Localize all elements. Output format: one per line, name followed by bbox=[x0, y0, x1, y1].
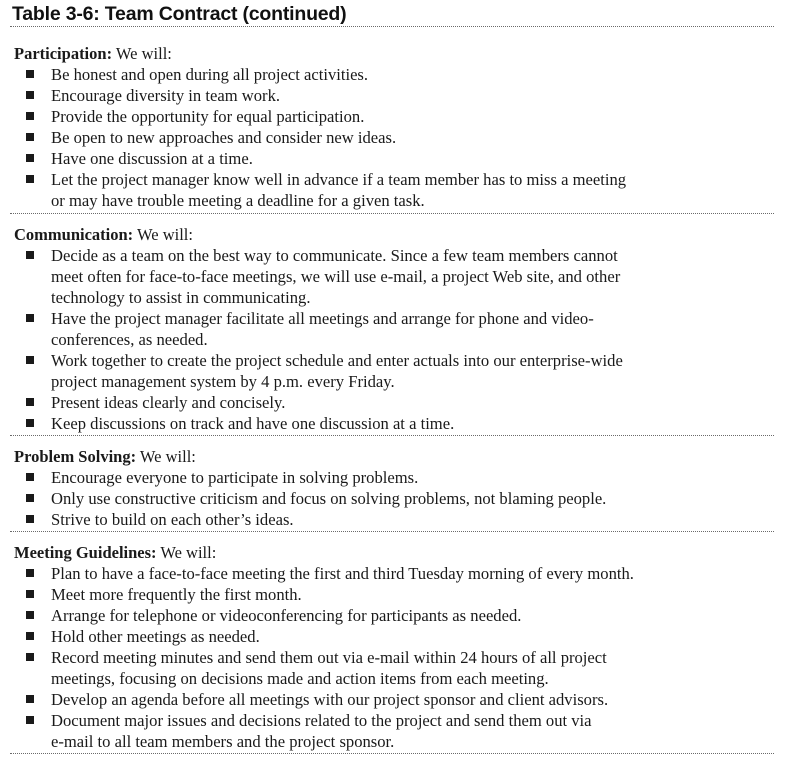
section-heading bbox=[14, 542, 774, 563]
list-item-text-line: Present ideas clearly and concisely. bbox=[51, 393, 286, 412]
list-item bbox=[14, 308, 774, 350]
square-bullet-icon bbox=[26, 632, 34, 640]
section-heading-label: Participation: bbox=[14, 44, 113, 63]
section-heading bbox=[14, 224, 774, 245]
list-item-text-line: meet often for face-to-face meetings, we will use e-mail, a project Web site, and other bbox=[51, 267, 621, 286]
list-item bbox=[14, 64, 774, 85]
square-bullet-icon bbox=[26, 419, 34, 427]
section-divider bbox=[10, 531, 774, 532]
list-item-text-line: Arrange for telephone or videoconferencing for participants as needed. bbox=[51, 606, 522, 625]
square-bullet-icon bbox=[26, 154, 34, 162]
list-item-text-line: Be honest and open during all project activities. bbox=[51, 65, 369, 84]
list-item-text-line: Have the project manager facilitate all meetings and arrange for phone and video- bbox=[51, 309, 594, 328]
square-bullet-icon bbox=[26, 653, 34, 661]
section-heading-intro: We will: bbox=[139, 447, 196, 466]
bullet-list bbox=[14, 64, 774, 211]
section-problem-solving bbox=[14, 446, 774, 530]
section-heading-label: Meeting Guidelines: bbox=[14, 543, 157, 562]
list-item-text-line: Document major issues and decisions related to the project and send them out via bbox=[51, 711, 592, 730]
list-item-text-line: e-mail to all team members and the project sponsor. bbox=[51, 732, 395, 751]
square-bullet-icon bbox=[26, 494, 34, 502]
title-divider bbox=[10, 26, 774, 27]
list-item-text-line: project management system by 4 p.m. every Friday. bbox=[51, 372, 395, 391]
list-item-text-line: or may have trouble meeting a deadline for a given task. bbox=[51, 191, 425, 210]
section-meeting-guidelines bbox=[14, 542, 774, 752]
list-item bbox=[14, 467, 774, 488]
section-heading-intro: We will: bbox=[137, 225, 193, 244]
square-bullet-icon bbox=[26, 695, 34, 703]
square-bullet-icon bbox=[26, 590, 34, 598]
section-divider bbox=[10, 753, 774, 754]
square-bullet-icon bbox=[26, 251, 34, 259]
square-bullet-icon bbox=[26, 175, 34, 183]
list-item-text-line: Only use constructive criticism and focus on solving problems, not blaming people. bbox=[51, 489, 607, 508]
list-item-text-line: Develop an agenda before all meetings with our project sponsor and client advisors. bbox=[51, 690, 609, 709]
list-item bbox=[14, 245, 774, 308]
section-divider bbox=[10, 213, 774, 214]
bullet-list bbox=[14, 245, 774, 434]
list-item bbox=[14, 488, 774, 509]
section-heading bbox=[14, 446, 774, 467]
list-item-text-line: Record meeting minutes and send them out via e-mail within 24 hours of all project bbox=[51, 648, 607, 667]
list-item-text-line: Strive to build on each other’s ideas. bbox=[51, 510, 294, 529]
list-item bbox=[14, 689, 774, 710]
section-participation bbox=[14, 43, 774, 211]
list-item-text-line: Keep discussions on track and have one discussion at a time. bbox=[51, 414, 455, 433]
list-item bbox=[14, 169, 774, 211]
list-item bbox=[14, 647, 774, 689]
list-item-text-line: Encourage everyone to participate in solving problems. bbox=[51, 468, 419, 487]
bullet-list bbox=[14, 563, 774, 752]
list-item bbox=[14, 413, 774, 434]
list-item-text-line: Encourage diversity in team work. bbox=[51, 86, 281, 105]
list-item-text-line: Decide as a team on the best way to communicate. Since a few team members cannot bbox=[51, 246, 618, 265]
list-item bbox=[14, 392, 774, 413]
section-heading-intro: We will: bbox=[160, 543, 217, 562]
square-bullet-icon bbox=[26, 515, 34, 523]
list-item bbox=[14, 148, 774, 169]
square-bullet-icon bbox=[26, 314, 34, 322]
list-item-text-line: Hold other meetings as needed. bbox=[51, 627, 260, 646]
list-item-text-line: technology to assist in communicating. bbox=[51, 288, 311, 307]
list-item-text-line: Provide the opportunity for equal participation. bbox=[51, 107, 365, 126]
list-item-text-line: conferences, as needed. bbox=[51, 330, 208, 349]
list-item bbox=[14, 350, 774, 392]
list-item-text-line: Work together to create the project schedule and enter actuals into our enterprise-wide bbox=[51, 351, 623, 370]
square-bullet-icon bbox=[26, 133, 34, 141]
list-item-text-line: Plan to have a face-to-face meeting the first and third Tuesday morning of every month. bbox=[51, 564, 634, 583]
list-item-text-line: meetings, focusing on decisions made and action items from each meeting. bbox=[51, 669, 549, 688]
bullet-list bbox=[14, 467, 774, 530]
square-bullet-icon bbox=[26, 569, 34, 577]
square-bullet-icon bbox=[26, 398, 34, 406]
square-bullet-icon bbox=[26, 611, 34, 619]
section-communication bbox=[14, 224, 774, 434]
square-bullet-icon bbox=[26, 112, 34, 120]
section-heading bbox=[14, 43, 774, 64]
list-item-text-line: Meet more frequently the first month. bbox=[51, 585, 302, 604]
list-item bbox=[14, 509, 774, 530]
section-heading-intro: We will: bbox=[115, 44, 172, 63]
list-item-text-line: Let the project manager know well in advance if a team member has to miss a meeting bbox=[51, 170, 627, 189]
square-bullet-icon bbox=[26, 473, 34, 481]
section-divider bbox=[10, 435, 774, 436]
table-title: Table 3-6: Team Contract (continued) bbox=[12, 3, 347, 25]
square-bullet-icon bbox=[26, 716, 34, 724]
list-item bbox=[14, 106, 774, 127]
list-item-text-line: Have one discussion at a time. bbox=[51, 149, 253, 168]
list-item bbox=[14, 584, 774, 605]
list-item bbox=[14, 127, 774, 148]
list-item bbox=[14, 85, 774, 106]
square-bullet-icon bbox=[26, 91, 34, 99]
list-item-text-line: Be open to new approaches and consider new ideas. bbox=[51, 128, 397, 147]
square-bullet-icon bbox=[26, 70, 34, 78]
list-item bbox=[14, 605, 774, 626]
section-heading-label: Problem Solving: bbox=[14, 447, 137, 466]
list-item bbox=[14, 563, 774, 584]
list-item bbox=[14, 626, 774, 647]
square-bullet-icon bbox=[26, 356, 34, 364]
section-heading-label: Communication: bbox=[14, 225, 134, 244]
list-item bbox=[14, 710, 774, 752]
